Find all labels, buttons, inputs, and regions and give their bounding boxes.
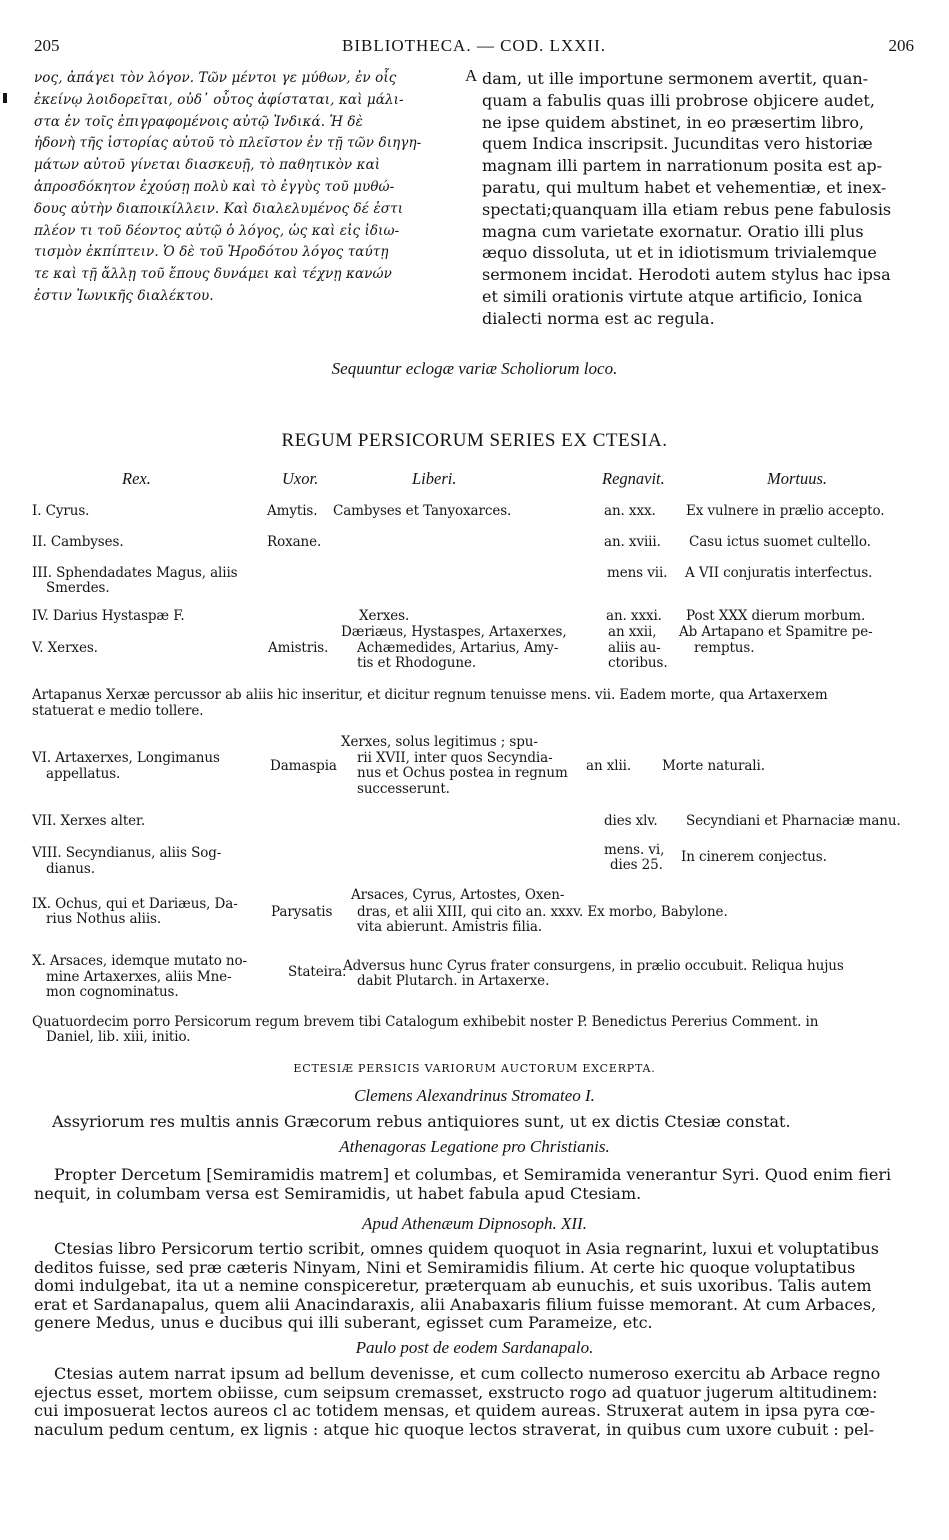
running-header <box>34 36 914 60</box>
liberi-cell: Xerxes, solus legitimus ; spu- <box>341 734 538 750</box>
catalog-note-cont: Daniel, lib. xiii, initio. <box>46 1029 191 1045</box>
mortuus-cell: Post XXX dierum morbum. <box>686 608 866 624</box>
liberi-cell-cont: successerunt. <box>357 781 450 797</box>
paragraph-line: cui imposuerat lectos aureos cl ac totidem mensas, et quidem aureas. Struxerat autem in ipsa pyra cœ- <box>34 1402 876 1420</box>
latin-line: spectati;quanquam illa etiam rebus pene fabulosis <box>482 199 892 219</box>
paragraph-line: domi indulgebat, ita ut a nemine conspiceretur, præterquam ab eunuchis, et suis uxoribus. Talis autem <box>34 1277 872 1295</box>
rex-cell: X. Arsaces, idemque mutato no- <box>32 953 247 969</box>
regnavit-cell: an. xxx. <box>604 503 656 519</box>
liberi-cell: Xerxes. <box>359 608 410 624</box>
regnavit-cell-cont: aliis au- <box>608 640 661 656</box>
greek-line: στα ἐν τοῖς ἐπιγραφομένοις αὐτῷ Ἰνδικά. Ἡ δὲ <box>34 113 363 130</box>
page-number-left: 205 <box>34 36 60 55</box>
liberi-cell-cont: Achæmedides, Artarius, Amy- <box>357 640 559 656</box>
greek-line: ἐκείνῳ λοιδορεῖται, οὐδ᾽ οὗτος ἀφίσταται, καὶ μάλι- <box>34 91 404 108</box>
greek-line: ἐστιν Ἰωνικῆς διαλέκτου. <box>34 287 214 304</box>
artapanus-note: Artapanus Xerxæ percussor ab aliis hic inseritur, et dicitur regnum tenuisse mens. vii. Eadem morte, qua Artaxerxem <box>32 687 828 703</box>
source-heading: Clemens Alexandrinus Stromateo I. <box>354 1086 595 1105</box>
rex-cell: IX. Ochus, qui et Dariæus, Da- <box>32 896 238 912</box>
liberi-cell: Dæriæus, Hystaspes, Artaxerxes, <box>341 624 567 640</box>
col-header-rex: Rex. <box>122 469 151 488</box>
excerpta-heading: ECTESIÆ PERSICIS VARIORUM AUCTORUM EXCERPTA. <box>293 1062 656 1075</box>
source-heading: Paulo post de eodem Sardanapalo. <box>355 1338 594 1357</box>
latin-line: et simili orationis virtute atque artificio, Ionica <box>482 286 863 306</box>
regnavit-cell: dies xlv. <box>604 813 658 829</box>
latin-line: magna cum varietate exornatur. Oratio illi plus <box>482 221 864 241</box>
section-marker: A <box>465 66 478 85</box>
rex-cell-cont: mon cognominatus. <box>46 984 179 1000</box>
rex-cell-cont: Smerdes. <box>46 580 110 596</box>
margin-mark <box>3 93 7 103</box>
greek-line: νος, ἀπάγει τὸν λόγον. Τῶν μέντοι γε μύθων, ἐν οἷς <box>34 70 397 86</box>
liberi-cell: Arsaces, Cyrus, Artostes, Oxen- <box>351 887 565 903</box>
liberi-cell: Cambyses et Tanyoxarces. <box>333 503 512 519</box>
rex-cell-cont: dianus. <box>46 861 95 877</box>
uxor-cell: Damaspia <box>270 758 337 774</box>
greek-line: πλέον τι τοῦ δέοντος αὐτῷ ὁ λόγος, ὡς καὶ εἰς ἰδιω- <box>34 222 400 239</box>
uxor-cell: Amistris. <box>268 640 329 656</box>
mortuus-cell: Casu ictus suomet cultello. <box>689 534 871 550</box>
paragraph-line: Ctesias autem narrat ipsum ad bellum devenisse, et cum collecto numeroso exercitu ab Arbace regno <box>54 1365 881 1383</box>
rex-cell: IV. Darius Hystaspæ F. <box>32 608 185 624</box>
greek-line: ἡδονὴ τῆς ἱστορίας αὐτοῦ τὸ πλεῖστον ἐν τῇ τῶν διηγη- <box>34 135 422 152</box>
paragraph-line: deditos fuisse, sed præ cæteris Ninyam, Nini et Semiramidis filium. At certe hic quoque voluptatibus <box>34 1258 856 1277</box>
liberi-cell-cont: tis et Rhodogune. <box>357 655 477 671</box>
catalog-note: Quatuordecim porro Persicorum regum brevem tibi Catalogum exhibebit noster P. Benedictus Pererius Comment. in <box>32 1014 819 1030</box>
latin-column <box>482 68 914 330</box>
liberi-cell-cont: nus et Ochus postea in regnum <box>357 765 568 781</box>
col-header-mortuus: Mortuus. <box>767 469 828 488</box>
greek-line: ἀπροσδόκητον ἐχούσῃ πολὺ καὶ τὸ ἐγγὺς τοῦ μυθώ- <box>34 178 395 195</box>
regnavit-cell: mens. vi, <box>604 842 665 858</box>
regnavit-cell-cont: dies 25. <box>610 857 663 873</box>
latin-line: paratu, qui multum habet et vehementiæ, et inex- <box>482 177 887 197</box>
latin-line: quem Indica inscripsit. Jucunditas vero historiæ <box>482 134 873 154</box>
liberi-cell-cont: dras, et alii XIII, qui cito an. xxxv. Ex morbo, Babylone. <box>357 904 728 920</box>
latin-line: magnam illi partem in narrationum posita est ap- <box>482 156 883 176</box>
liberi-cell-cont: vita abierunt. Amistris filia. <box>357 919 543 935</box>
header-title: BIBLIOTHECA. — COD. LXXII. <box>342 36 606 55</box>
latin-line: sermonem incidat. Herodoti autem stylus hac ipsa <box>482 265 891 285</box>
excerpt-paragraph <box>34 1166 914 1203</box>
rex-cell-cont: mine Artaxerxes, aliis Mne- <box>46 969 232 985</box>
rex-cell: V. Xerxes. <box>32 640 98 656</box>
paragraph-line: Ctesias libro Persicorum tertio scribit, omnes quidem quoquot in Asia regnarint, luxui et voluptatibus <box>54 1240 879 1258</box>
mortuus-cell: Ex vulnere in prælio accepto. <box>686 503 885 519</box>
paragraph-line: nequit, in columbam versa est Semiramidis, ut habet fabula apud Ctesiam. <box>34 1184 642 1203</box>
paragraph-line: erat et Sardanapalus, quem alii Anacindaraxis, alii Anabaxaris filium fuisse memorant. At cum Arbaces, <box>34 1295 877 1314</box>
mortuus-cell: In cinerem conjectus. <box>681 849 827 865</box>
latin-line: ne ipse quidem abstinet, in eo præsertim libro, <box>482 112 865 132</box>
rex-cell: VI. Artaxerxes, Longimanus <box>32 750 220 766</box>
latin-line: dam, ut ille importune sermonem avertit, quan- <box>482 69 869 88</box>
rex-cell: VIII. Secyndianus, aliis Sog- <box>32 845 222 861</box>
mortuus-cell: A VII conjuratis interfectus. <box>685 565 873 581</box>
mortuus-cell: Secyndiani et Pharnaciæ manu. <box>686 813 901 829</box>
sequuntur-note: Sequuntur eclogæ variæ Scholiorum loco. <box>331 359 618 378</box>
uxor-cell: Stateira. <box>288 964 347 980</box>
latin-line: quam a fabulis quas illi probrose objicere audet, <box>482 90 875 110</box>
excerpt-paragraph <box>34 1240 914 1333</box>
col-header-liberi: Liberi. <box>412 469 457 488</box>
liberi-cell-cont: rii XVII, inter quos Secyndia- <box>357 750 553 766</box>
rex-cell-cont: rius Nothus aliis. <box>46 911 162 927</box>
latin-line: dialecti norma est ac regula. <box>482 308 715 328</box>
rex-cell: VII. Xerxes alter. <box>32 813 146 829</box>
excerpt-paragraph <box>34 1365 914 1439</box>
regnavit-cell-cont: ctoribus. <box>608 655 668 671</box>
mortuus-cell: Ab Artapano et Spamitre pe- <box>679 624 873 640</box>
rex-cell-cont: appellatus. <box>46 766 121 782</box>
greek-line: τε καὶ τῇ ἄλλῃ τοῦ ἔπους δυνάμει καὶ τέχνῃ κανών <box>34 266 392 283</box>
excerpt-paragraph <box>52 1113 914 1132</box>
uxor-cell: Parysatis <box>271 904 333 920</box>
greek-line: τισμὸν ἐκπίπτειν. Ὁ δὲ τοῦ Ἡροδότου λόγος ταύτῃ <box>34 244 389 261</box>
regnavit-cell: an. xxxi. <box>606 608 662 624</box>
table-title: REGUM PERSICORUM SERIES EX CTESIA. <box>281 430 668 451</box>
source-heading: Apud Athenæum Dipnosoph. XII. <box>362 1214 587 1233</box>
mortuus-cell-cont: remptus. <box>694 640 755 656</box>
regnavit-cell: mens vii. <box>607 565 668 581</box>
page-number-right: 206 <box>888 36 914 55</box>
greek-column <box>34 68 468 308</box>
paragraph-line: genere Medus, unus e ducibus qui illi suberant, egisset cum Parameize, etc. <box>34 1314 653 1332</box>
regnavit-cell: an xlii. <box>586 758 632 774</box>
rex-cell: III. Sphendadates Magus, aliis <box>32 565 238 581</box>
mortuus-cell: Morte naturali. <box>662 758 765 774</box>
paragraph-line: Assyriorum res multis annis Græcorum rebus antiquiores sunt, ut ex dictis Ctesiæ constat. <box>52 1113 791 1131</box>
latin-line: æquo dissoluta, ut et in idiotismum trivialemque <box>482 243 877 263</box>
col-header-regnavit: Regnavit. <box>602 469 665 488</box>
uxor-cell: Amytis. <box>267 503 318 519</box>
paragraph-line: Propter Dercetum [Semiramidis matrem] et columbas, et Semiramida venerantur Syri. Quod enim fieri <box>54 1166 892 1184</box>
greek-line: μάτων αὐτοῦ γίνεται διασκευῇ, τὸ παθητικὸν καὶ <box>34 157 381 174</box>
paragraph-line: ejectus esset, mortem obiisse, cum seipsum cremasset, exstructo rogo ad quatuor jugerum altitudinem: <box>34 1383 878 1402</box>
greek-line: δους αὐτὴν διαποικίλλειν. Καὶ διαλελυμένος δέ ἐστι <box>34 200 404 217</box>
artapanus-note-cont: statuerat e medio tollere. <box>32 703 204 719</box>
uxor-cell: Roxane. <box>267 534 322 550</box>
regnavit-cell: an. xviii. <box>604 534 661 550</box>
rex-cell: II. Cambyses. <box>32 534 124 550</box>
source-heading: Athenagoras Legatione pro Christianis. <box>339 1137 610 1156</box>
rex-cell: I. Cyrus. <box>32 503 90 519</box>
reign-note-cont: dabit Plutarch. in Artaxerxe. <box>357 973 550 989</box>
reign-note: Adversus hunc Cyrus frater consurgens, in prælio occubuit. Reliqua hujus <box>343 958 844 974</box>
paragraph-line: naculum pedum centum, ex lignis : atque hic quoque lectos straverat, in quibus cum uxore cubuit : pel- <box>34 1420 875 1439</box>
col-header-uxor: Uxor. <box>282 469 319 488</box>
regnavit-cell: an xxii, <box>608 624 657 640</box>
